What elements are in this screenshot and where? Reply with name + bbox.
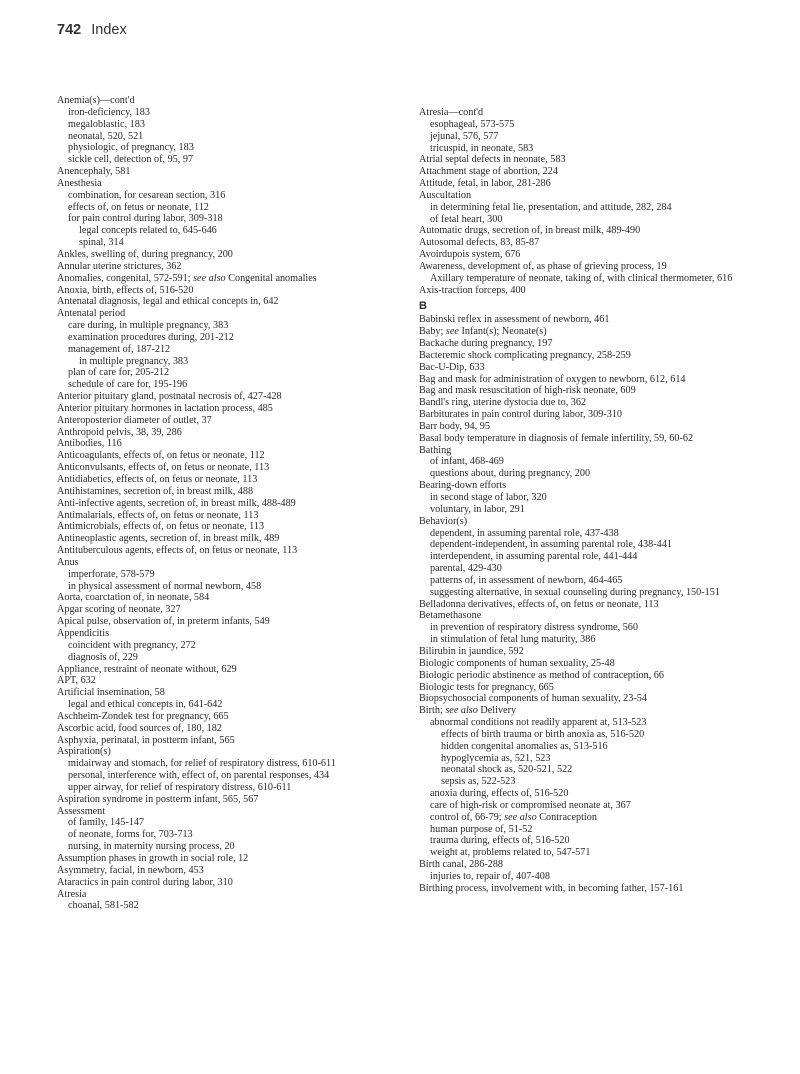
index-entry: Birthing process, involvement with, in becoming father, 157-161 (419, 882, 684, 894)
index-entry: Belladonna derivatives, effects of, on fetus or neonate, 113 (419, 598, 659, 610)
index-subentry: legal concepts related to, 645-646 (79, 225, 217, 237)
index-entry: Automatic drugs, secretion of, in breast milk, 489-490 (419, 225, 641, 237)
index-subentry: of infant, 468-469 (430, 456, 504, 468)
index-subentry: in stimulation of fetal lung maturity, 386 (430, 634, 596, 646)
index-subentry: anoxia during, effects of, 516-520 (430, 788, 569, 800)
index-entry: Anteroposterior diameter of outlet, 37 (57, 414, 212, 426)
index-entry: Anemia(s)—cont'd (57, 95, 135, 106)
index-subentry: personal, interference with, effect of, on parental responses, 434 (68, 770, 330, 782)
index-entry: Ascorbic acid, food sources of, 180, 182 (57, 722, 222, 734)
index-entry: Antineoplastic agents, secretion of, in breast milk, 489 (57, 533, 280, 545)
index-entry: Anterior pituitary hormones in lactation process, 485 (57, 402, 273, 414)
index-column-left (57, 95, 387, 912)
index-subentry: questions about, during pregnancy, 200 (430, 468, 591, 480)
index-subentry: in second stage of labor, 320 (430, 492, 547, 503)
index-subentry: plan of care for, 205-212 (68, 367, 170, 379)
index-subentry: interdependent, in assuming parental role, 441-444 (430, 551, 638, 563)
index-subentry: care of high-risk or compromised neonate at, 367 (430, 799, 631, 811)
index-subentry: care during, in multiple pregnancy, 383 (68, 320, 229, 332)
index-subentry: diagnosis of, 229 (68, 651, 138, 663)
index-subentry: legal and ethical concepts in, 641-642 (68, 699, 223, 711)
index-subentry: in physical assessment of normal newborn, 458 (68, 580, 262, 592)
index-entry: Artificial insemination, 58 (57, 687, 165, 699)
index-entry: Anus (57, 556, 79, 568)
index-subentry: neonatal, 520, 521 (68, 130, 144, 142)
index-subentry: neonatal shock as, 520-521, 522 (441, 764, 573, 776)
index-entry: Barr body, 94, 95 (419, 420, 490, 432)
index-subentry: in multiple pregnancy, 383 (79, 355, 189, 367)
index-subentry: midairway and stomach, for relief of respiratory distress, 610-611 (68, 758, 336, 770)
index-subentry: trauma during, effects of, 516-520 (430, 835, 570, 847)
index-entry: Anencephaly, 581 (57, 166, 131, 178)
index-entry: Biologic components of human sexuality, 25-48 (419, 657, 615, 669)
index-subentry: control of, 66-79; see also Contraception (430, 811, 597, 823)
index-entry: Bac-U-Dip, 633 (419, 361, 485, 373)
index-subentry: voluntary, in labor, 291 (430, 503, 525, 515)
index-entry: Avoirdupois system, 676 (419, 249, 521, 261)
index-entry: Biologic periodic abstinence as method of contraception, 66 (419, 669, 664, 681)
index-entry: Atresia—cont'd (419, 107, 484, 118)
index-entry: Birth; see also Delivery (419, 705, 517, 717)
index-subentry: human purpose of, 51-52 (430, 823, 533, 835)
index-entry: Anti-infective agents, secretion of, in breast milk, 488-489 (57, 497, 296, 509)
index-entry: Auscultation (419, 189, 472, 201)
index-subentry: effects of birth trauma or birth anoxia as, 516-520 (441, 728, 645, 740)
index-entry: Bilirubin in jaundice, 592 (419, 645, 524, 657)
index-subentry: iron-deficiency, 183 (68, 106, 150, 118)
index-entry: Anticoagulants, effects of, on fetus or neonate, 112 (57, 450, 265, 462)
index-entry: Atresia (57, 888, 87, 900)
index-subentry: examination procedures during, 201-212 (68, 331, 234, 343)
index-entry: Backache during pregnancy, 197 (419, 338, 553, 350)
index-subentry: coincident with pregnancy, 272 (68, 639, 196, 651)
index-entry: Antituberculous agents, effects of, on fetus or neonate, 113 (57, 545, 298, 557)
page-number: 742 (57, 22, 82, 38)
index-entry: Annular uterine strictures, 362 (57, 260, 182, 272)
index-entry: Anomalies, congenital, 572-591; see also Congenital anomalies (57, 272, 317, 284)
index-subentry: patterns of, in assessment of newborn, 464-465 (430, 574, 623, 586)
index-subentry: physiologic, of pregnancy, 183 (68, 142, 194, 154)
index-subentry: imperforate, 578-579 (68, 568, 155, 580)
index-entry: Anesthesia (57, 177, 102, 189)
index-entry: Appliance, restraint of neonate without, 629 (57, 663, 237, 675)
index-entry: Antimalarials, effects of, on fetus or neonate, 113 (57, 509, 259, 521)
index-subentry: combination, for cesarean section, 316 (68, 189, 226, 201)
index-subentry: in prevention of respiratory distress syndrome, 560 (430, 622, 638, 634)
index-entry: Biopsychosocial components of human sexuality, 23-54 (419, 693, 647, 705)
index-subentry: of family, 145-147 (68, 817, 145, 829)
index-entry: Attachment stage of abortion, 224 (419, 166, 558, 178)
index-subentry: sickle cell, detection of, 95, 97 (68, 154, 194, 166)
index-entry: Appendicitis (57, 627, 110, 639)
index-subentry: suggesting alternative, in sexual counseling during pregnancy, 150-151 (430, 586, 720, 598)
index-subentry: choanal, 581-582 (68, 900, 139, 912)
index-subentry: sepsis as, 522-523 (441, 776, 516, 788)
index-subentry: hidden congenital anomalies as, 513-516 (441, 740, 608, 752)
page-header (57, 22, 127, 38)
index-subentry: for pain control during labor, 309-318 (68, 213, 223, 225)
index-entry: Antibodies, 116 (57, 438, 122, 450)
index-entry: Bathing (419, 444, 452, 456)
index-entry: Antimicrobials, effects of, on fetus or neonate, 113 (57, 521, 265, 533)
index-subentry: schedule of care for, 195-196 (68, 379, 188, 391)
section-letter: B (419, 299, 427, 312)
index-subentry: megaloblastic, 183 (68, 118, 145, 130)
index-subentry: of neonate, forms for, 703-713 (68, 829, 193, 841)
index-subentry: weight at, problems related to, 547-571 (430, 847, 591, 859)
index-entry: Aspiration syndrome in postterm infant, 565, 567 (57, 793, 259, 805)
index-entry: Asymmetry, facial, in newborn, 453 (57, 864, 204, 876)
index-subentry: spinal, 314 (79, 237, 124, 249)
index-entry: Anticonvulsants, effects of, on fetus or neonate, 113 (57, 462, 270, 474)
index-subentry: jejunal, 576, 577 (430, 130, 499, 142)
index-entry: Bag and mask resuscitation of high-risk neonate, 609 (419, 385, 636, 397)
index-entry: Aspiration(s) (57, 746, 111, 758)
index-subentry: in determining fetal lie, presentation, and attitude, 282, 284 (430, 201, 672, 213)
index-subentry: upper airway, for relief of respiratory distress, 610-611 (68, 781, 292, 793)
index-entry: Apical pulse, observation of, in preterm infants, 549 (57, 616, 270, 628)
index-entry: Assumption phases in growth in social role, 12 (57, 853, 249, 864)
index-subentry: effects of, on fetus or neonate, 112 (68, 201, 209, 213)
index-entry: Betamethasone (419, 610, 482, 622)
index-entry: Axillary temperature of neonate, taking of, with clinical thermometer, 616 (430, 272, 733, 284)
index-entry: Anterior pituitary gland, postnatal necrosis of, 427-428 (57, 391, 282, 403)
index-entry: Barbiturates in pain control during labor, 309-310 (419, 409, 623, 421)
index-entry: Ankles, swelling of, during pregnancy, 200 (57, 248, 233, 260)
index-subentry: parental, 429-430 (430, 563, 502, 575)
index-entry: Bearing-down efforts (419, 480, 507, 492)
index-entry: Awareness, development of, as phase of grieving process, 19 (419, 260, 667, 272)
index-subentry: hypoglycemia as, 521, 523 (441, 752, 551, 764)
index-entry: Antenatal diagnosis, legal and ethical concepts in, 642 (57, 296, 279, 308)
index-entry: APT, 632 (57, 675, 96, 687)
index-entry: Biologic tests for pregnancy, 665 (419, 681, 554, 693)
index-subentry: tricuspid, in neonate, 583 (430, 142, 534, 154)
index-column-right (419, 107, 767, 895)
index-entry: Aschheim-Zondek test for pregnancy, 665 (57, 710, 229, 722)
index-entry: Basal body temperature in diagnosis of female infertility, 59, 60-62 (419, 432, 694, 444)
index-entry: Autosomal defects, 83, 85-87 (419, 237, 540, 249)
index-entry: Apgar scoring of neonate, 327 (57, 604, 181, 616)
index-entry: Asphyxia, perinatal, in postterm infant, 565 (57, 734, 235, 746)
index-entry: Bag and mask for administration of oxygen to newborn, 612, 614 (419, 373, 686, 385)
index-entry: Aorta, coarctation of, in neonate, 584 (57, 592, 210, 604)
index-subentry: injuries to, repair of, 407-408 (430, 871, 550, 882)
page-title: Index (91, 22, 127, 38)
index-entry: Anthropoid pelvis, 38, 39, 286 (57, 426, 182, 438)
index-subentry: dependent, in assuming parental role, 437-438 (430, 527, 619, 539)
index-subentry: dependent-independent, in assuming parental role, 438-441 (430, 539, 672, 551)
index-entry: Axis-traction forceps, 400 (419, 284, 526, 296)
index-entry: Antenatal period (57, 308, 126, 320)
index-entry: Behavior(s) (419, 515, 468, 527)
index-entry: Assessment (57, 805, 106, 817)
index-entry: Birth canal, 286-288 (419, 859, 504, 871)
index-entry: Babinski reflex in assessment of newborn, 461 (419, 314, 610, 326)
index-subentry: abnormal conditions not readily apparent at, 513-523 (430, 717, 647, 729)
index-entry: Atrial septal defects in neonate, 583 (419, 154, 566, 166)
index-entry: Bandl's ring, uterine dystocia due to, 362 (419, 397, 587, 409)
index-entry: Baby; see Infant(s); Neonate(s) (419, 326, 547, 338)
index-entry: Bacteremic shock complicating pregnancy, 258-259 (419, 349, 631, 361)
index-entry: Ataractics in pain control during labor, 310 (57, 876, 233, 888)
index-subentry: of fetal heart, 300 (430, 213, 503, 225)
index-subentry: esophageal, 573-575 (430, 118, 515, 130)
index-entry: Antidiabetics, effects of, on fetus or neonate, 113 (57, 474, 258, 485)
index-entry: Anoxia, birth, effects of, 516-520 (57, 284, 194, 296)
index-subentry: nursing, in maternity nursing process, 20 (68, 841, 235, 853)
index-entry: Antihistamines, secretion of, in breast milk, 488 (57, 485, 254, 497)
index-subentry: management of, 187-212 (68, 343, 171, 355)
index-entry: Attitude, fetal, in labor, 281-286 (419, 178, 551, 190)
